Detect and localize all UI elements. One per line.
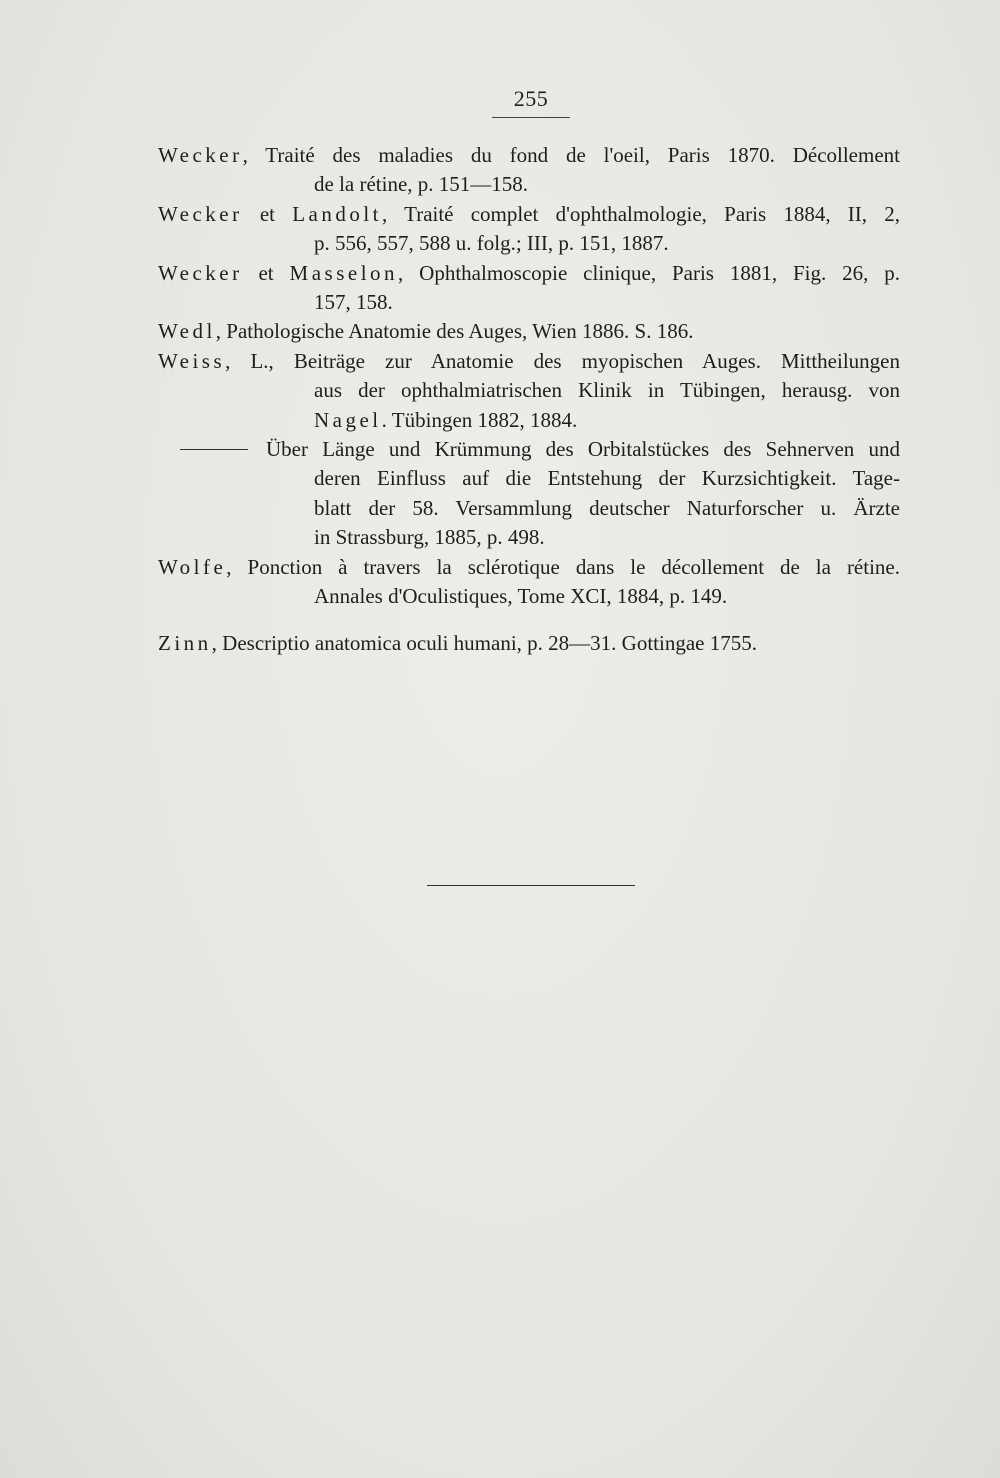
reference-entry <box>158 553 900 612</box>
reference-text: Über Länge und Krümmung des Orbitalstückes des Sehnerven und <box>266 437 900 462</box>
reference-line: deren Einfluss auf die Entstehung der Kurzsichtigkeit. Tage- <box>314 466 900 491</box>
reference-line: Annales d'Oculistiques, Tome XCI, 1884, p. 149. <box>314 584 728 609</box>
reference-connector: et <box>242 260 290 285</box>
reference-line: in Strassburg, 1885, p. 498. <box>314 525 545 550</box>
reference-line <box>158 259 900 288</box>
reference-text: , Traité des maladies du fond de l'oeil, Paris 1870. Décollement <box>242 143 900 167</box>
reference-author: Masselon <box>289 260 399 285</box>
reference-author: Wecker <box>158 260 243 285</box>
reference-author: Landolt <box>292 201 383 226</box>
reference-author: Zinn <box>158 630 212 655</box>
reference-text: , L., Beiträge zur Anatomie des myopischen Auges. Mittheilungen <box>225 348 900 373</box>
reference-line: aus der ophthalmiatrischen Klinik in Tübingen, herausg. von <box>314 378 900 403</box>
page-number-rule <box>492 117 570 118</box>
reference-line <box>158 141 900 170</box>
page-number: 255 <box>513 86 549 111</box>
reference-entry <box>158 435 900 553</box>
reference-entry <box>158 200 900 259</box>
reference-text: , Ponction à travers la sclérotique dans le décollement de la rétine. <box>226 554 900 579</box>
reference-line: blatt der 58. Versammlung deutscher Naturforscher u. Ärzte <box>314 495 900 520</box>
end-rule <box>427 885 635 886</box>
reference-line <box>158 553 900 582</box>
reference-entry <box>158 347 900 435</box>
reference-line: p. 556, 557, 588 u. folg.; III, p. 151, 1887. <box>314 231 669 256</box>
reference-entry <box>158 259 900 318</box>
reference-entry <box>158 629 900 658</box>
reference-author: Weiss <box>158 348 226 373</box>
ditto-dash <box>180 449 248 450</box>
reference-text: , Ophthalmoscopie clinique, Paris 1881, Fig. 26, p. <box>398 260 901 285</box>
reference-line <box>158 435 900 464</box>
reference-list <box>158 141 900 658</box>
reference-connector: et <box>242 201 293 226</box>
reference-line <box>158 200 900 229</box>
reference-line <box>158 629 900 658</box>
reference-author: Wedl <box>158 319 216 344</box>
reference-text: . Tübingen 1882, 1884. <box>381 407 578 432</box>
reference-text: , Pathologische Anatomie des Auges, Wien 1886. S. 186. <box>215 319 694 344</box>
reference-entry <box>158 141 900 200</box>
reference-line: 157, 158. <box>314 290 393 315</box>
reference-text: , Descriptio anatomica oculi humani, p. 28—31. Gottingae 1755. <box>211 630 757 655</box>
reference-line <box>158 317 900 346</box>
reference-entry <box>158 317 900 346</box>
reference-line: de la rétine, p. 151—158. <box>314 172 529 197</box>
reference-author: Wecker <box>158 143 243 167</box>
reference-line <box>158 347 900 376</box>
reference-author: Nagel <box>314 407 382 432</box>
reference-author: Wolfe <box>158 554 227 579</box>
reference-author: Wecker <box>158 201 243 226</box>
reference-line <box>158 406 900 435</box>
reference-text: , Traité complet d'ophthalmologie, Paris 1884, II, 2, <box>382 201 901 226</box>
